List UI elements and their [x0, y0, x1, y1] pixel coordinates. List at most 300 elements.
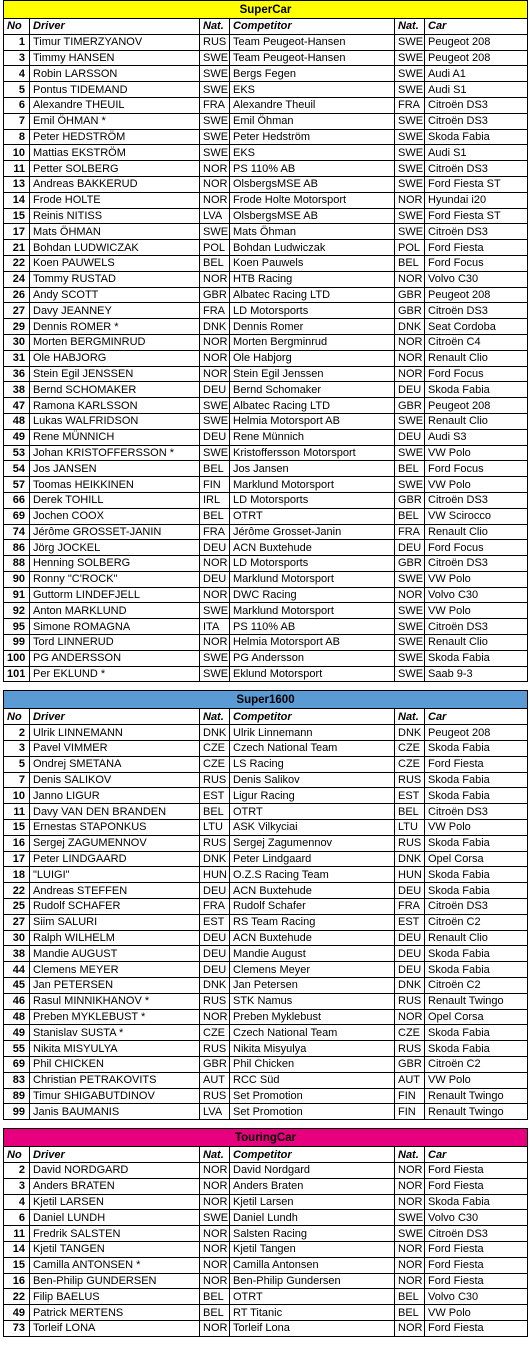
- competitor-nationality: BEL: [395, 508, 425, 524]
- table-row: [4, 1305, 528, 1321]
- table-row: [4, 1104, 528, 1120]
- driver-name: Morten BERGMINRUD: [30, 334, 200, 350]
- driver-nationality: CZE: [200, 1025, 230, 1041]
- entry-table: [3, 690, 528, 1120]
- competitor-name: OTRT: [230, 1289, 395, 1305]
- car-number: 47: [4, 398, 30, 414]
- car-number: 16: [4, 1273, 30, 1289]
- competitor-nationality: SWE: [395, 50, 425, 66]
- competitor-name: OlsbergsMSE AB: [230, 176, 395, 192]
- driver-nationality: FRA: [200, 524, 230, 540]
- driver-nationality: NOR: [200, 350, 230, 366]
- car-model: Citroën DS3: [425, 303, 528, 319]
- car-model: Ford Fiesta: [425, 1178, 528, 1194]
- driver-name: Bohdan LUDWICZAK: [30, 240, 200, 256]
- car-model: VW Polo: [425, 445, 528, 461]
- car-number: 21: [4, 240, 30, 256]
- table-row: [4, 725, 528, 741]
- competitor-nationality: SWE: [395, 66, 425, 82]
- competitor-name: Marklund Motorsport: [230, 571, 395, 587]
- driver-name: Patrick MERTENS: [30, 1305, 200, 1321]
- driver-name: Ulrik LINNEMANN: [30, 725, 200, 741]
- driver-nationality: SWE: [200, 398, 230, 414]
- table-row: [4, 556, 528, 572]
- competitor-name: Nikita Misyulya: [230, 1041, 395, 1057]
- driver-nationality: SWE: [200, 603, 230, 619]
- driver-name: Peter LINDGAARD: [30, 851, 200, 867]
- driver-name: Johan KRISTOFFERSSON *: [30, 445, 200, 461]
- driver-name: Anton MARKLUND: [30, 603, 200, 619]
- competitor-name: David Nordgard: [230, 1162, 395, 1178]
- competitor-nationality: NOR: [395, 1194, 425, 1210]
- driver-nationality: GBR: [200, 287, 230, 303]
- car-number: 3: [4, 50, 30, 66]
- driver-name: Timmy HANSEN: [30, 50, 200, 66]
- car-model: Citroën DS3: [425, 619, 528, 635]
- car-number: 24: [4, 271, 30, 287]
- car-number: 92: [4, 603, 30, 619]
- competitor-nationality: FRA: [395, 899, 425, 915]
- driver-nationality: EST: [200, 914, 230, 930]
- competitor-nationality: DEU: [395, 382, 425, 398]
- class-banner: [4, 1, 528, 19]
- car-model: Ford Fiesta: [425, 240, 528, 256]
- table-row: [4, 1226, 528, 1242]
- table-row: [4, 382, 528, 398]
- car-number: 10: [4, 145, 30, 161]
- header-competitor: Competitor: [230, 19, 395, 35]
- competitor-name: Kjetil Tangen: [230, 1241, 395, 1257]
- table-row: [4, 1041, 528, 1057]
- table-row: [4, 1009, 528, 1025]
- driver-nationality: BEL: [200, 508, 230, 524]
- car-number: 73: [4, 1320, 30, 1336]
- table-row: [4, 1241, 528, 1257]
- competitor-nationality: SWE: [395, 113, 425, 129]
- competitor-name: STK Namus: [230, 993, 395, 1009]
- car-number: 27: [4, 303, 30, 319]
- table-row: [4, 287, 528, 303]
- driver-nationality: LTU: [200, 820, 230, 836]
- car-number: 15: [4, 208, 30, 224]
- table-row: [4, 587, 528, 603]
- car-model: Audi A1: [425, 66, 528, 82]
- car-number: 18: [4, 867, 30, 883]
- driver-name: Andreas BAKKERUD: [30, 176, 200, 192]
- competitor-name: OTRT: [230, 804, 395, 820]
- driver-nationality: CZE: [200, 741, 230, 757]
- competitor-nationality: SWE: [395, 477, 425, 493]
- car-number: 11: [4, 161, 30, 177]
- table-row: [4, 366, 528, 382]
- car-number: 4: [4, 66, 30, 82]
- car-number: 14: [4, 192, 30, 208]
- car-number: 36: [4, 366, 30, 382]
- car-number: 11: [4, 804, 30, 820]
- driver-nationality: RUS: [200, 835, 230, 851]
- table-row: [4, 899, 528, 915]
- driver-name: Denis SALIKOV: [30, 772, 200, 788]
- driver-name: Robin LARSSON: [30, 66, 200, 82]
- driver-nationality: DNK: [200, 978, 230, 994]
- competitor-name: Emil Öhman: [230, 113, 395, 129]
- column-header-row: [4, 1147, 528, 1163]
- driver-nationality: RUS: [200, 1088, 230, 1104]
- car-model: Ford Fiesta: [425, 1273, 528, 1289]
- driver-name: Fredrik SALSTEN: [30, 1226, 200, 1242]
- driver-nationality: NOR: [200, 1320, 230, 1336]
- driver-name: Tord LINNERUD: [30, 635, 200, 651]
- competitor-nationality: DEU: [395, 930, 425, 946]
- car-number: 16: [4, 835, 30, 851]
- car-number: 48: [4, 413, 30, 429]
- car-number: 22: [4, 1289, 30, 1305]
- class-section: [3, 1128, 527, 1337]
- car-number: 53: [4, 445, 30, 461]
- competitor-name: LD Motorsports: [230, 556, 395, 572]
- table-row: [4, 334, 528, 350]
- car-model: Renault Clio: [425, 350, 528, 366]
- car-number: 10: [4, 788, 30, 804]
- driver-nationality: NOR: [200, 587, 230, 603]
- competitor-name: Set Promotion: [230, 1104, 395, 1120]
- driver-nationality: SWE: [200, 650, 230, 666]
- car-model: Peugeot 208: [425, 398, 528, 414]
- driver-nationality: RUS: [200, 1041, 230, 1057]
- car-model: Renault Clio: [425, 413, 528, 429]
- competitor-name: Sergej Zagumennov: [230, 835, 395, 851]
- driver-nationality: SWE: [200, 445, 230, 461]
- competitor-name: Alexandre Theuil: [230, 97, 395, 113]
- table-row: [4, 571, 528, 587]
- driver-name: "LUIGI": [30, 867, 200, 883]
- competitor-nationality: EST: [395, 788, 425, 804]
- table-row: [4, 413, 528, 429]
- car-number: 57: [4, 477, 30, 493]
- car-model: Ford Fiesta: [425, 1162, 528, 1178]
- driver-nationality: RUS: [200, 34, 230, 50]
- car-model: Skoda Fabia: [425, 772, 528, 788]
- driver-nationality: NOR: [200, 1194, 230, 1210]
- car-model: Renault Twingo: [425, 1104, 528, 1120]
- car-number: 88: [4, 556, 30, 572]
- entry-table: [3, 0, 528, 682]
- table-row: [4, 1178, 528, 1194]
- competitor-nationality: NOR: [395, 192, 425, 208]
- competitor-nationality: NOR: [395, 350, 425, 366]
- car-number: 48: [4, 1009, 30, 1025]
- driver-nationality: RUS: [200, 993, 230, 1009]
- competitor-name: Team Peugeot-Hansen: [230, 50, 395, 66]
- driver-nationality: DEU: [200, 540, 230, 556]
- driver-name: Timur TIMERZYANOV: [30, 34, 200, 50]
- driver-name: Mandie AUGUST: [30, 946, 200, 962]
- competitor-nationality: RUS: [395, 993, 425, 1009]
- table-row: [4, 820, 528, 836]
- driver-name: Davy JEANNEY: [30, 303, 200, 319]
- car-number: 15: [4, 1257, 30, 1273]
- car-model: Peugeot 208: [425, 50, 528, 66]
- car-model: Renault Twingo: [425, 1088, 528, 1104]
- competitor-name: Kjetil Larsen: [230, 1194, 395, 1210]
- driver-name: Anders BRATEN: [30, 1178, 200, 1194]
- driver-name: Koen PAUWELS: [30, 255, 200, 271]
- driver-name: Daniel LUNDH: [30, 1210, 200, 1226]
- driver-name: Phil CHICKEN: [30, 1057, 200, 1073]
- competitor-nationality: SWE: [395, 145, 425, 161]
- table-row: [4, 429, 528, 445]
- header-no: No: [4, 19, 30, 35]
- competitor-name: Phil Chicken: [230, 1057, 395, 1073]
- competitor-name: Czech National Team: [230, 1025, 395, 1041]
- table-row: [4, 445, 528, 461]
- driver-nationality: SWE: [200, 1210, 230, 1226]
- competitor-nationality: NOR: [395, 1273, 425, 1289]
- driver-name: Stein Egil JENSSEN: [30, 366, 200, 382]
- competitor-name: ACN Buxtehude: [230, 883, 395, 899]
- driver-name: Guttorm LINDEFJELL: [30, 587, 200, 603]
- table-row: [4, 398, 528, 414]
- competitor-nationality: NOR: [395, 366, 425, 382]
- header-car: Car: [425, 709, 528, 725]
- competitor-nationality: BEL: [395, 461, 425, 477]
- class-banner: [4, 691, 528, 709]
- competitor-nationality: SWE: [395, 1210, 425, 1226]
- car-number: 49: [4, 429, 30, 445]
- car-number: 30: [4, 930, 30, 946]
- car-number: 22: [4, 255, 30, 271]
- competitor-name: Peter Hedström: [230, 129, 395, 145]
- table-row: [4, 129, 528, 145]
- header-nat: Nat.: [200, 709, 230, 725]
- driver-name: Christian PETRAKOVITS: [30, 1072, 200, 1088]
- car-model: Seat Cordoba: [425, 319, 528, 335]
- driver-name: Tommy RUSTAD: [30, 271, 200, 287]
- driver-name: Henning SOLBERG: [30, 556, 200, 572]
- competitor-nationality: NOR: [395, 1178, 425, 1194]
- competitor-name: Torleif Lona: [230, 1320, 395, 1336]
- car-model: Skoda Fabia: [425, 946, 528, 962]
- competitor-name: Ben-Philip Gundersen: [230, 1273, 395, 1289]
- table-row: [4, 962, 528, 978]
- competitor-nationality: DEU: [395, 429, 425, 445]
- table-row: [4, 1057, 528, 1073]
- driver-nationality: SWE: [200, 413, 230, 429]
- driver-nationality: DEU: [200, 883, 230, 899]
- car-number: 4: [4, 1194, 30, 1210]
- driver-name: Bernd SCHOMAKER: [30, 382, 200, 398]
- car-model: Ford Fiesta: [425, 1257, 528, 1273]
- driver-nationality: FRA: [200, 303, 230, 319]
- header-no: No: [4, 709, 30, 725]
- car-model: Peugeot 208: [425, 34, 528, 50]
- car-model: VW Polo: [425, 477, 528, 493]
- column-header-row: [4, 709, 528, 725]
- header-car: Car: [425, 1147, 528, 1163]
- header-nat: Nat.: [200, 1147, 230, 1163]
- competitor-nationality: POL: [395, 240, 425, 256]
- driver-name: Filip BAELUS: [30, 1289, 200, 1305]
- driver-nationality: FRA: [200, 97, 230, 113]
- driver-nationality: LVA: [200, 1104, 230, 1120]
- car-model: VW Polo: [425, 603, 528, 619]
- table-row: [4, 835, 528, 851]
- driver-name: Jan PETERSEN: [30, 978, 200, 994]
- competitor-name: Albatec Racing LTD: [230, 287, 395, 303]
- car-model: VW Polo: [425, 1072, 528, 1088]
- competitor-nationality: NOR: [395, 334, 425, 350]
- car-number: 49: [4, 1025, 30, 1041]
- car-model: Citroën DS3: [425, 899, 528, 915]
- competitor-name: Peter Lindgaard: [230, 851, 395, 867]
- car-model: Citroën DS3: [425, 224, 528, 240]
- driver-nationality: SWE: [200, 113, 230, 129]
- driver-nationality: LVA: [200, 208, 230, 224]
- car-model: VW Polo: [425, 820, 528, 836]
- competitor-name: Team Peugeot-Hansen: [230, 34, 395, 50]
- car-model: Citroën DS3: [425, 97, 528, 113]
- competitor-name: OTRT: [230, 508, 395, 524]
- driver-name: Nikita MISYULYA: [30, 1041, 200, 1057]
- competitor-name: Eklund Motorsport: [230, 666, 395, 682]
- competitor-name: Bergs Fegen: [230, 66, 395, 82]
- driver-name: Timur SHIGABUTDINOV: [30, 1088, 200, 1104]
- entry-table: [3, 1128, 528, 1337]
- table-row: [4, 492, 528, 508]
- car-number: 6: [4, 1210, 30, 1226]
- car-number: 83: [4, 1072, 30, 1088]
- competitor-nationality: NOR: [395, 1257, 425, 1273]
- driver-name: Ben-Philip GUNDERSEN: [30, 1273, 200, 1289]
- competitor-nationality: SWE: [395, 34, 425, 50]
- competitor-name: Czech National Team: [230, 741, 395, 757]
- table-row: [4, 113, 528, 129]
- table-row: [4, 883, 528, 899]
- driver-name: Alexandre THEUIL: [30, 97, 200, 113]
- driver-nationality: FIN: [200, 477, 230, 493]
- driver-nationality: NOR: [200, 1241, 230, 1257]
- car-model: Ford Fiesta: [425, 756, 528, 772]
- driver-name: Derek TOHILL: [30, 492, 200, 508]
- car-model: Skoda Fabia: [425, 883, 528, 899]
- driver-nationality: DNK: [200, 319, 230, 335]
- header-nat-competitor: Nat.: [395, 19, 425, 35]
- car-model: Opel Corsa: [425, 1009, 528, 1025]
- competitor-name: Jos Jansen: [230, 461, 395, 477]
- driver-nationality: GBR: [200, 1057, 230, 1073]
- car-number: 38: [4, 946, 30, 962]
- competitor-nationality: GBR: [395, 398, 425, 414]
- car-model: Skoda Fabia: [425, 788, 528, 804]
- driver-nationality: DNK: [200, 725, 230, 741]
- car-model: Skoda Fabia: [425, 1041, 528, 1057]
- competitor-nationality: SWE: [395, 635, 425, 651]
- class-section: [3, 0, 527, 682]
- driver-nationality: DNK: [200, 851, 230, 867]
- car-number: 38: [4, 382, 30, 398]
- car-number: 91: [4, 587, 30, 603]
- car-model: Citroën C2: [425, 978, 528, 994]
- class-title: TouringCar: [4, 1129, 528, 1147]
- competitor-nationality: GBR: [395, 303, 425, 319]
- driver-name: Jos JANSEN: [30, 461, 200, 477]
- table-row: [4, 851, 528, 867]
- driver-name: Ramona KARLSSON: [30, 398, 200, 414]
- driver-name: Toomas HEIKKINEN: [30, 477, 200, 493]
- competitor-nationality: GBR: [395, 492, 425, 508]
- driver-name: Frode HOLTE: [30, 192, 200, 208]
- car-model: Peugeot 208: [425, 725, 528, 741]
- competitor-name: Mats Öhman: [230, 224, 395, 240]
- car-number: 66: [4, 492, 30, 508]
- competitor-nationality: DEU: [395, 962, 425, 978]
- competitor-name: Rene Münnich: [230, 429, 395, 445]
- driver-name: Ole HABJORG: [30, 350, 200, 366]
- competitor-nationality: RUS: [395, 835, 425, 851]
- car-number: 101: [4, 666, 30, 682]
- header-driver: Driver: [30, 1147, 200, 1163]
- car-model: Citroën DS3: [425, 1226, 528, 1242]
- table-row: [4, 930, 528, 946]
- driver-name: Camilla ANTONSEN *: [30, 1257, 200, 1273]
- car-model: Renault Twingo: [425, 993, 528, 1009]
- competitor-name: LS Racing: [230, 756, 395, 772]
- competitor-nationality: NOR: [395, 1009, 425, 1025]
- car-number: 14: [4, 1241, 30, 1257]
- driver-name: Sergej ZAGUMENNOV: [30, 835, 200, 851]
- table-row: [4, 788, 528, 804]
- table-row: [4, 619, 528, 635]
- competitor-nationality: NOR: [395, 1241, 425, 1257]
- car-number: 3: [4, 1178, 30, 1194]
- driver-nationality: NOR: [200, 556, 230, 572]
- car-model: Citroën C2: [425, 1057, 528, 1073]
- driver-nationality: CZE: [200, 756, 230, 772]
- car-model: Renault Clio: [425, 930, 528, 946]
- competitor-name: Bohdan Ludwiczak: [230, 240, 395, 256]
- competitor-nationality: DNK: [395, 725, 425, 741]
- table-row: [4, 477, 528, 493]
- driver-name: Lukas WALFRIDSON: [30, 413, 200, 429]
- car-model: Citroën DS3: [425, 113, 528, 129]
- competitor-nationality: BEL: [395, 1305, 425, 1321]
- table-row: [4, 978, 528, 994]
- driver-nationality: DEU: [200, 429, 230, 445]
- competitor-name: Albatec Racing LTD: [230, 398, 395, 414]
- table-row: [4, 82, 528, 98]
- table-row: [4, 508, 528, 524]
- car-number: 3: [4, 741, 30, 757]
- competitor-nationality: NOR: [395, 587, 425, 603]
- competitor-name: Koen Pauwels: [230, 255, 395, 271]
- driver-name: Simone ROMAGNA: [30, 619, 200, 635]
- table-row: [4, 461, 528, 477]
- car-model: Volvo C30: [425, 587, 528, 603]
- driver-name: Siim SALURI: [30, 914, 200, 930]
- header-car: Car: [425, 19, 528, 35]
- competitor-name: Clemens Meyer: [230, 962, 395, 978]
- car-model: Skoda Fabia: [425, 650, 528, 666]
- table-row: [4, 603, 528, 619]
- competitor-name: Set Promotion: [230, 1088, 395, 1104]
- car-number: 46: [4, 993, 30, 1009]
- driver-nationality: BEL: [200, 1305, 230, 1321]
- car-model: Ford Fiesta: [425, 1320, 528, 1336]
- competitor-name: Stein Egil Jenssen: [230, 366, 395, 382]
- competitor-nationality: LTU: [395, 820, 425, 836]
- driver-nationality: SWE: [200, 145, 230, 161]
- car-number: 8: [4, 129, 30, 145]
